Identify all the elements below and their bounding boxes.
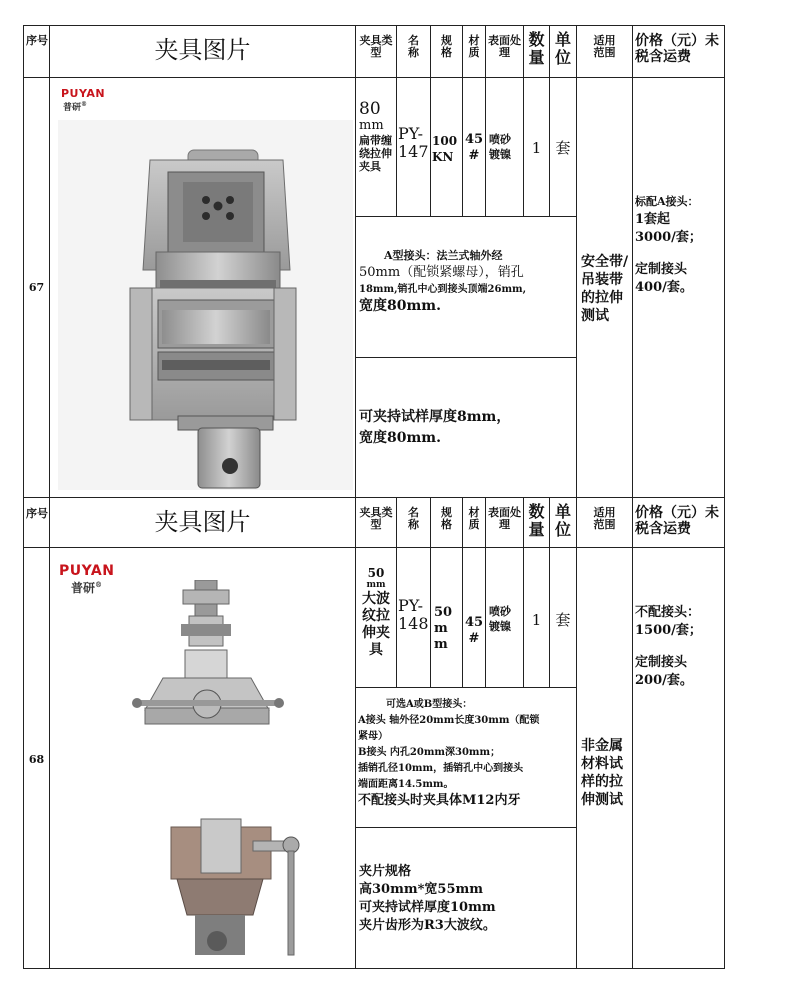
header-qty: 数量 <box>528 30 545 67</box>
clamp-spec: 50mm <box>434 605 453 652</box>
clamp-photo-py148-top <box>123 580 293 740</box>
header-image: 夹具图片 <box>154 508 251 536</box>
clamp-photo-py147 <box>58 120 353 490</box>
header-type: 夹具类型 <box>359 506 393 532</box>
header-type: 夹具类型 <box>359 34 393 60</box>
row-number: 67 <box>28 281 45 294</box>
specimen-note: 夹片规格 高30mm*宽55mm 可夹持试样厚度10mm 夹片齿形为R3大波纹。 <box>359 864 496 933</box>
application-scope: 安全带/吊装带的拉伸测试 <box>581 254 629 324</box>
adapter-description: A型接头：法兰式轴外经 50mm（配锁紧螺母），销孔 18mm,销孔中心到接头顶端26mm, 宽度80mm. <box>359 249 527 314</box>
header-qty: 数量 <box>528 502 545 539</box>
clamp-surface: 喷砂镀镍 <box>489 605 511 633</box>
header-price: 价格（元）未税含运费 <box>635 33 719 65</box>
header-name: 名称 <box>408 506 419 532</box>
adapter-description: 可选A或B型接头： A接头 轴外径20mm长度30mm（配锁 紧母） B接头 内孔20mm深30mm； 插销孔径10mm，插销孔中心到接头 端面距离14.5mm。 不配接头时夹具体M12内牙 <box>358 699 540 808</box>
header-image: 夹具图片 <box>154 36 251 64</box>
specimen-note: 可夹持试样厚度8mm， 宽度80mm. <box>359 409 511 446</box>
header-scope: 适用范围 <box>593 506 616 532</box>
clamp-photo-py148-bottom <box>143 815 313 957</box>
header-surface: 表面处理 <box>488 506 521 532</box>
header-seq: 序号 <box>26 507 48 520</box>
header-name: 名称 <box>408 34 419 60</box>
clamp-material: 45# <box>464 132 484 163</box>
header-unit: 单位 <box>554 502 571 539</box>
puyan-logo: PUYAN 普研® <box>61 87 106 113</box>
clamp-qty: 1 <box>531 139 542 157</box>
clamp-model: PY-147 <box>398 124 429 161</box>
header-spec: 规格 <box>441 506 452 532</box>
header-price: 价格（元）未税含运费 <box>635 505 719 537</box>
price-info: 标配A接头： 1套起 3000/套； 定制接头 400/套。 <box>635 195 702 295</box>
puyan-logo: PUYAN 普研® <box>59 563 115 595</box>
clamp-unit: 套 <box>555 611 571 629</box>
header-material: 材质 <box>468 34 480 60</box>
clamp-type: 50 mm 大波纹拉伸夹具 <box>362 566 390 658</box>
clamp-type: 80 mm 扁带缠绕拉伸夹具 <box>359 99 392 173</box>
header-spec: 规格 <box>441 34 452 60</box>
clamp-model: PY-148 <box>398 596 429 633</box>
clamp-unit: 套 <box>555 139 571 157</box>
header-material: 材质 <box>468 506 480 532</box>
header-unit: 单位 <box>554 30 571 67</box>
row-number: 68 <box>28 753 45 766</box>
clamp-surface: 喷砂镀镍 <box>489 133 511 161</box>
application-scope: 非金属材料试样的拉伸测试 <box>581 738 623 808</box>
clamp-material: 45# <box>464 615 484 646</box>
header-surface: 表面处理 <box>488 34 521 60</box>
header-scope: 适用范围 <box>593 34 616 60</box>
clamp-qty: 1 <box>531 611 542 629</box>
price-info: 不配接头： 1500/套； 定制接头 200/套。 <box>635 605 702 688</box>
clamp-spec: 100KN <box>432 134 458 164</box>
header-seq: 序号 <box>26 34 48 47</box>
